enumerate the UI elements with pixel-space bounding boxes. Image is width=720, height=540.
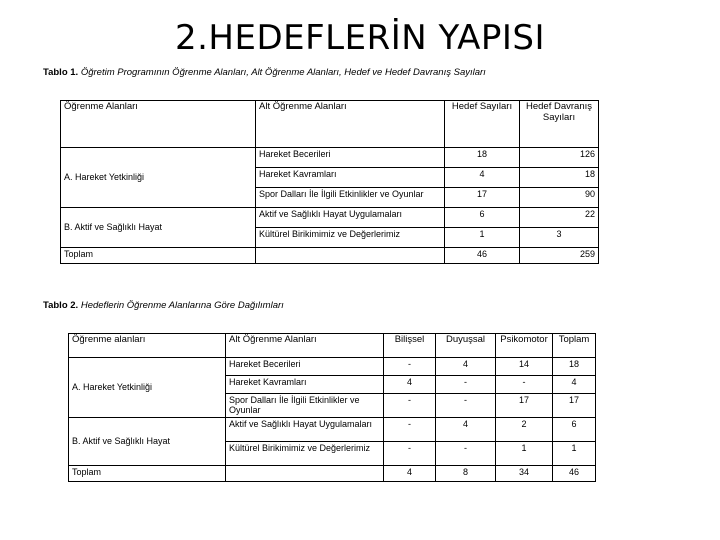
- table1-behaviors-cell: 90: [520, 188, 599, 208]
- table2-total-cell: 6: [553, 418, 596, 442]
- table1-sub-cell: Hareket Kavramları: [256, 168, 445, 188]
- table2-total-cell: 18: [553, 358, 596, 376]
- table2-psychomotor-cell: 1: [496, 442, 553, 466]
- table2-caption: [43, 300, 284, 311]
- table1-behaviors-cell: 18: [520, 168, 599, 188]
- table1-area-b: B. Aktif ve Sağlıklı Hayat: [61, 208, 256, 248]
- table1-behaviors-cell: 22: [520, 208, 599, 228]
- table2-psychomotor-cell: 14: [496, 358, 553, 376]
- table1-total-empty: [256, 248, 445, 264]
- table2-caption-label: Tablo 2.: [43, 300, 79, 311]
- table2-header-psychomotor: Psikomotor: [496, 334, 553, 358]
- table1-behaviors-cell: 3: [520, 228, 599, 248]
- table1-goals-cell: 18: [445, 148, 520, 168]
- table2-affective-cell: -: [436, 394, 496, 418]
- table2-header-cognitive: Bilişsel: [384, 334, 436, 358]
- table1-sub-cell: Aktif ve Sağlıklı Hayat Uygulamaları: [256, 208, 445, 228]
- table2-caption-text: Hedeflerin Öğrenme Alanlarına Göre Dağılımları: [80, 300, 284, 311]
- table1-sub-cell: Hareket Becerileri: [256, 148, 445, 168]
- table2-cognitive-cell: -: [384, 418, 436, 442]
- table1-sub-cell: Kültürel Birikimimiz ve Değerlerimiz: [256, 228, 445, 248]
- table1-total-behaviors: 259: [520, 248, 599, 264]
- table1-goals-cell: 6: [445, 208, 520, 228]
- table2-header-affective: Duyuşsal: [436, 334, 496, 358]
- table1-header-goals: Hedef Sayıları: [445, 101, 520, 148]
- table1: [60, 100, 599, 264]
- table1-sub-cell: Spor Dalları İle İlgili Etkinlikler ve Oyunlar: [256, 188, 445, 208]
- table2-cognitive-cell: -: [384, 442, 436, 466]
- table1-header-behaviors: Hedef Davranış Sayıları: [520, 101, 599, 148]
- table2-total-total: 46: [553, 466, 596, 482]
- table1-total-label: Toplam: [61, 248, 256, 264]
- table1-total-goals: 46: [445, 248, 520, 264]
- page-title: 2.HEDEFLERİN YAPISI: [174, 18, 546, 58]
- table2-total-label: Toplam: [69, 466, 226, 482]
- table2-cognitive-cell: -: [384, 394, 436, 418]
- table2-affective-cell: -: [436, 442, 496, 466]
- table2-total-empty: [226, 466, 384, 482]
- table1-goals-cell: 1: [445, 228, 520, 248]
- table2-cognitive-cell: -: [384, 358, 436, 376]
- table1-area-a: A. Hareket Yetkinliği: [61, 148, 256, 208]
- table1-caption-text: Öğretim Programının Öğrenme Alanları, Alt Öğrenme Alanları, Hedef ve Hedef Davranış Sayıları: [80, 67, 486, 78]
- table2-total-affective: 8: [436, 466, 496, 482]
- table2-psychomotor-cell: -: [496, 376, 553, 394]
- table2-psychomotor-cell: 2: [496, 418, 553, 442]
- table2-sub-cell: Kültürel Birikimimiz ve Değerlerimiz: [226, 442, 384, 466]
- table2-area-a: A. Hareket Yetkinliği: [69, 358, 226, 418]
- table2-sub-cell: Hareket Becerileri: [226, 358, 384, 376]
- table2-affective-cell: 4: [436, 418, 496, 442]
- table2-total-cell: 1: [553, 442, 596, 466]
- table2-total-cell: 4: [553, 376, 596, 394]
- table2-header-subarea: Alt Öğrenme Alanları: [226, 334, 384, 358]
- table2-area-b: B. Aktif ve Sağlıklı Hayat: [69, 418, 226, 466]
- table2-header-total: Toplam: [553, 334, 596, 358]
- table2-total-cognitive: 4: [384, 466, 436, 482]
- table2: [68, 333, 596, 482]
- table2-total-cell: 17: [553, 394, 596, 418]
- table2-affective-cell: -: [436, 376, 496, 394]
- table1-header-area: Öğrenme Alanları: [61, 101, 256, 148]
- table1-goals-cell: 17: [445, 188, 520, 208]
- table2-affective-cell: 4: [436, 358, 496, 376]
- table2-cognitive-cell: 4: [384, 376, 436, 394]
- table2-total-psychomotor: 34: [496, 466, 553, 482]
- table1-header-subarea: Alt Öğrenme Alanları: [256, 101, 445, 148]
- table1-behaviors-cell: 126: [520, 148, 599, 168]
- table2-sub-cell: Spor Dalları İle İlgili Etkinlikler ve Oyunlar: [226, 394, 384, 418]
- table1-caption: [43, 67, 486, 78]
- table1-caption-label: Tablo 1.: [43, 67, 79, 78]
- table2-header-area: Öğrenme alanları: [69, 334, 226, 358]
- table2-psychomotor-cell: 17: [496, 394, 553, 418]
- table1-goals-cell: 4: [445, 168, 520, 188]
- table2-sub-cell: Aktif ve Sağlıklı Hayat Uygulamaları: [226, 418, 384, 442]
- table2-sub-cell: Hareket Kavramları: [226, 376, 384, 394]
